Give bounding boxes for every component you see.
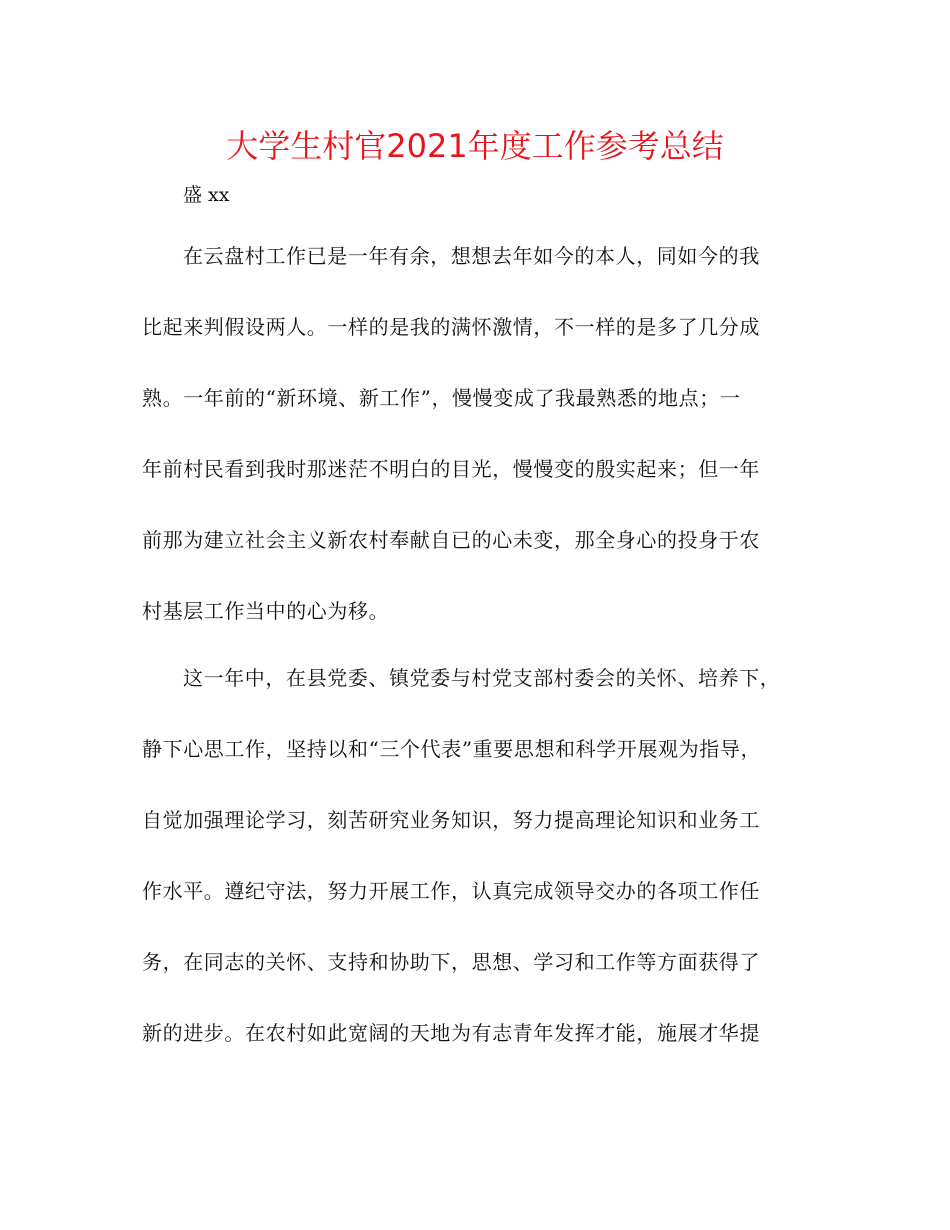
paragraph-2-line-6: 新的进步。在农村如此宽阔的天地为有志青年发挥才能，施展才华提 [142,1021,760,1045]
paragraph-1-line-1: 在云盘村工作已是一年有余，想想去年如今的本人，同如今的我 [183,244,760,268]
paragraph-2-line-5: 务，在同志的关怀、支持和协助下，思想、学习和工作等方面获得了 [142,950,760,974]
paragraph-2-line-1: 这一年中，在县党委、镇党委与村党支部村委会的关怀、培养下， [183,666,781,690]
paragraph-1-line-3: 熟。一年前的“新环境、新工作”，慢慢变成了我最熟悉的地点；一 [142,386,741,410]
paragraph-1-line-5: 前那为建立社会主义新农村奉献自已的心未变，那全身心的投身于农 [142,528,760,552]
document-title: 大学生村官2021年度工作参考总结 [226,127,724,165]
author-line: 盛 xx [183,184,230,206]
paragraph-1-line-6: 村基层工作当中的心为移。 [142,599,390,623]
paragraph-1-line-2: 比起来判假设两人。一样的是我的满怀激情，不一样的是多了几分成 [142,315,760,339]
paragraph-2-line-3: 自觉加强理论学习，刻苦研究业务知识，努力提高理论知识和业务工 [142,808,760,832]
paragraph-2-line-2: 静下心思工作，坚持以和“三个代表”重要思想和科学开展观为指导， [142,737,762,761]
paragraph-1-line-4: 年前村民看到我时那迷茫不明白的目光，慢慢变的殷实起来；但一年 [142,457,760,481]
paragraph-2-line-4: 作水平。遵纪守法，努力开展工作，认真完成领导交办的各项工作任 [142,879,760,903]
